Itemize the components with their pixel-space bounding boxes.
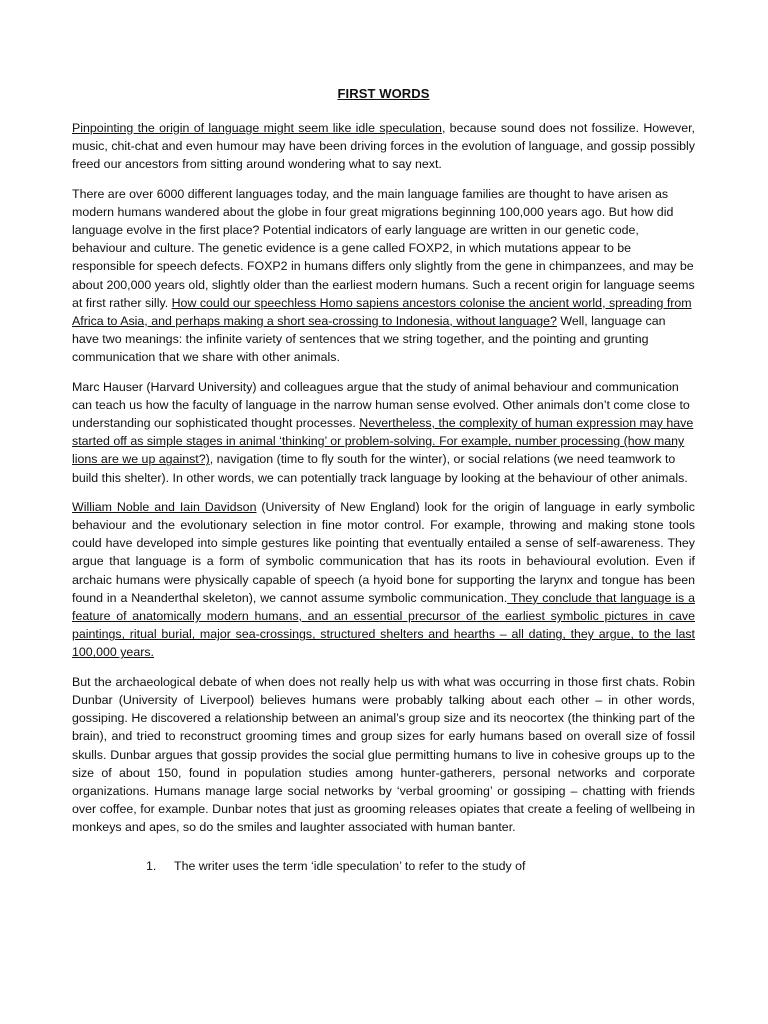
- paragraph-4-segment-3: They conclude that language is a feature of anatomically modern humans, and an essential precursor of the earliest symbolic pictures in cave paintings, ritual burial, major sea-crossings, structured shelters and hearths – all dating, they argue, to the last 100,000 years.: [72, 590, 695, 660]
- paragraph-1-segment-1: Pinpointing the origin of language might seem like idle speculation: [72, 121, 442, 135]
- paragraph-5-segment-1: But the archaeological debate of when does not really help us with what was occurring in those first chats. Robin Dunbar (University of Liverpool) believes humans were probably talking about each other – in other words, gossiping. He discovered a relationship between an animal’s group size and its neocortex (the thinking part of the brain), and tried to reconstruct grooming times and group sizes for early humans based on overall size of fossil skulls. Dunbar argues that gossip provides the social glue permitting humans to live in cohesive groups up to the size of about 150, found in population studies among hunter-gatherers, personal networks and corporate organizations. Humans manage large social networks by ‘verbal grooming’ or gossiping – chatting with friends over coffee, for example. Dunbar notes that just as grooming releases opiates that create a feeling of wellbeing in monkeys and apes, so do the smiles and laughter associated with human banter.: [72, 674, 695, 835]
- paragraph-1: [72, 119, 695, 174]
- paragraph-4: [72, 498, 695, 662]
- paragraph-3: [72, 378, 695, 487]
- paragraph-5: [72, 673, 695, 837]
- question-item: [146, 857, 695, 875]
- page-title: FIRST WORDS: [337, 86, 430, 101]
- paragraph-1-segment-2: , because sound does not fossilize. However, music, chit-chat and even humour may have been driving forces in the evolution of language, and gossip possibly freed our ancestors from sitting around wondering what to say next.: [72, 121, 695, 172]
- question-number: 1.: [146, 858, 157, 873]
- paragraph-3-segment-3: , navigation (time to fly south for the winter), or social relations (we need teamwork to build this shelter). In other words, we can potentially track language by looking at the behaviour of other animals.: [72, 452, 688, 485]
- paragraph-3-segment-1: Marc Hauser (Harvard University) and colleagues argue that the study of animal behaviour and communication can teach us how the faculty of language in the narrow human sense evolved. Other animals don’t come close to understanding our sophisticated thought processes.: [72, 379, 690, 431]
- paragraph-2-segment-3: Well, language can have two meanings: the infinite variety of sentences that we string together, and the pointing and grunting communication that we share with other animals.: [72, 314, 666, 365]
- paragraph-2-segment-1: There are over 6000 different languages today, and the main language families are thought to have arisen as modern humans wandered about the globe in four great migrations beginning 100,000 years ago. But how did language evolve in the first place? Potential indicators of early language are written in our genetic code, behaviour and culture. The genetic evidence is a gene called FOXP2, in which mutations appear to be responsible for speech defects. FOXP2 in humans differs only slightly from the gene in chimpanzees, and may be about 200,000 years old, slightly older than the earliest modern humans. Such a recent origin for language seems at first rather silly.: [72, 186, 695, 310]
- paragraph-3-segment-2: Nevertheless, the complexity of human expression may have started off as simple stages in animal ‘thinking’ or problem-solving. For example, number processing (how many lions are we up against?): [72, 416, 694, 467]
- question-text: The writer uses the term ‘idle speculation’ to refer to the study of: [174, 858, 526, 873]
- paragraph-4-segment-1: William Noble and Iain Davidson: [72, 499, 257, 514]
- paragraph-2: [72, 185, 695, 367]
- paragraph-2-segment-2: How could our speechless Homo sapiens ancestors colonise the ancient world, spreading from Africa to Asia, and perhaps making a short sea-crossing to Indonesia, without language?: [72, 295, 692, 329]
- paragraph-4-segment-2: (University of New England) look for the origin of language in early symbolic behaviour and the evolutionary selection in fine motor control. For example, throwing and making stone tools could have developed into simple gestures like pointing that eventually entailed a sense of self-awareness. They argue that language is a form of symbolic communication that has its roots in behavioural evolution. Even if archaic humans were physically capable of speech (a hyoid bone for supporting the larynx and tongue has been found in a Neanderthal skeleton), we cannot assume symbolic communication.: [72, 499, 695, 605]
